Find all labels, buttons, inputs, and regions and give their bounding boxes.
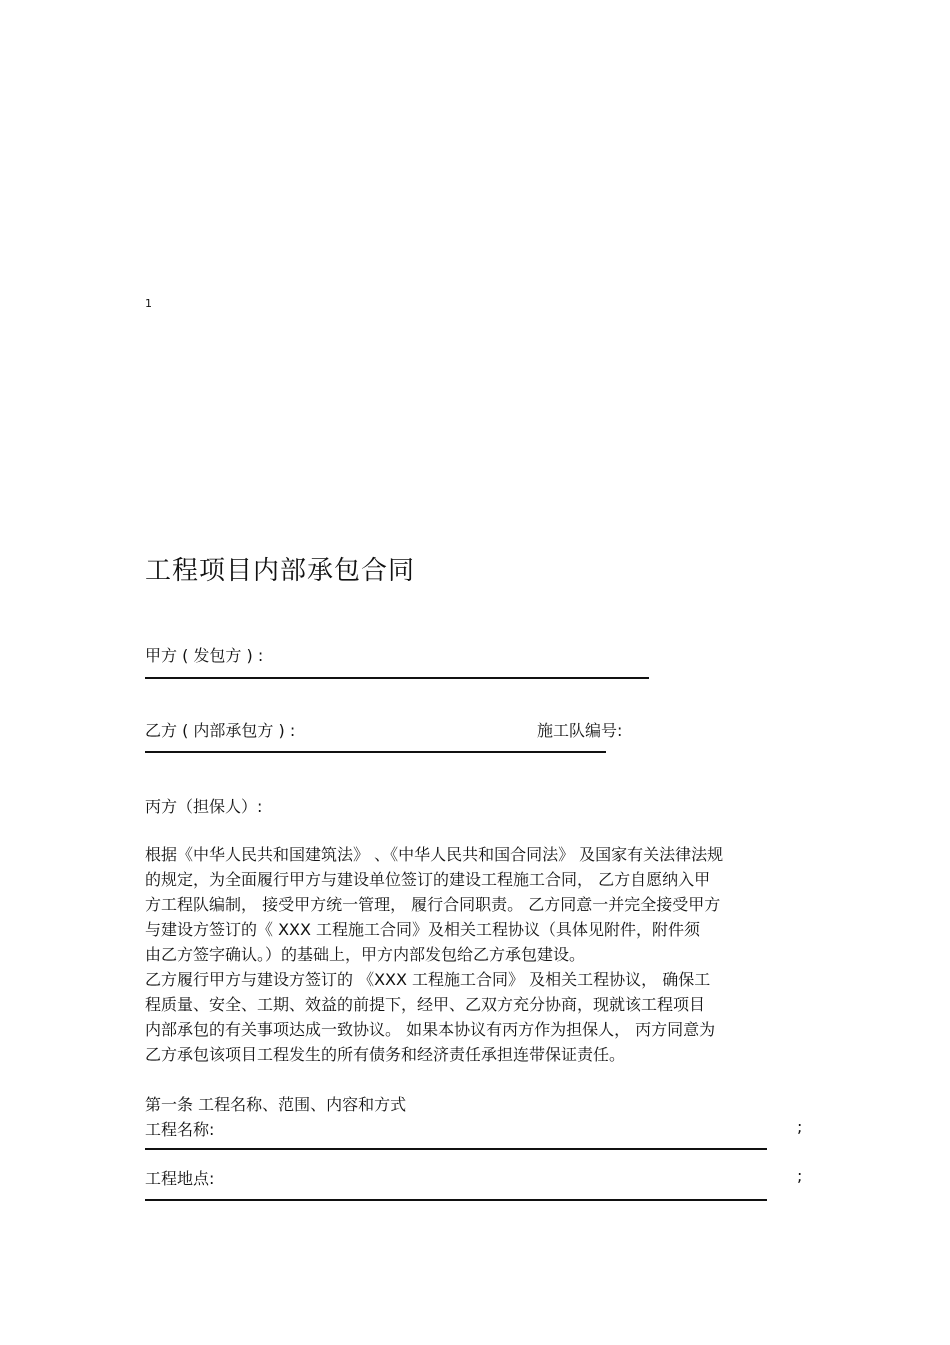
project-name-fill-line[interactable] xyxy=(145,1148,767,1150)
preamble-line: 根据《中华人民共和国建筑法》 、《中华人民共和国合同法》 及国家有关法律法规 xyxy=(145,845,724,864)
party-b-fill-line[interactable] xyxy=(145,751,606,753)
preamble-paragraph xyxy=(145,842,815,1067)
party-a-label: 甲方 ( 发包方 ) : xyxy=(145,646,264,665)
party-b-label: 乙方 ( 内部承包方 ) : xyxy=(145,721,296,740)
preamble-line: 由乙方签字确认。）的基础上，甲方内部发包给乙方承包建设。 xyxy=(145,945,586,964)
preamble-line: 的规定，为全面履行甲方与建设单位签订的建设工程施工合同， 乙方自愿纳入甲 xyxy=(145,870,711,889)
preamble-line: 与建设方签订的《 XXX 工程施工合同》及相关工程协议（具体见附件，附件须 xyxy=(145,920,701,939)
page-number: 1 xyxy=(145,297,152,310)
article1-heading: 第一条 工程名称、范围、内容和方式 xyxy=(145,1095,407,1114)
party-c-label: 丙方（担保人）: xyxy=(145,797,263,816)
project-location-fill-line[interactable] xyxy=(145,1199,767,1201)
preamble-line: 乙方承包该项目工程发生的所有债务和经济责任承担连带保证责任。 xyxy=(145,1045,626,1064)
party-a-fill-line[interactable] xyxy=(145,677,649,679)
project-location-label: 工程地点: xyxy=(145,1169,215,1188)
document-title: 工程项目内部承包合同 xyxy=(145,556,416,586)
preamble-line: 程质量、安全、工期、效益的前提下，经甲、乙双方充分协商，现就该工程项目 xyxy=(145,995,706,1014)
team-number-label: 施工队编号: xyxy=(537,721,623,740)
preamble-line: 乙方履行甲方与建设方签订的 《XXX 工程施工合同》 及相关工程协议， 确保工 xyxy=(145,970,711,989)
preamble-line: 方工程队编制， 接受甲方统一管理， 履行合同职责。 乙方同意一并完全接受甲方 xyxy=(145,895,721,914)
project-name-label: 工程名称: xyxy=(145,1120,215,1139)
preamble-line: 内部承包的有关事项达成一致协议。 如果本协议有丙方作为担保人， 丙方同意为 xyxy=(145,1020,716,1039)
project-location-semicolon: ; xyxy=(797,1166,803,1185)
project-name-semicolon: ; xyxy=(797,1117,803,1136)
